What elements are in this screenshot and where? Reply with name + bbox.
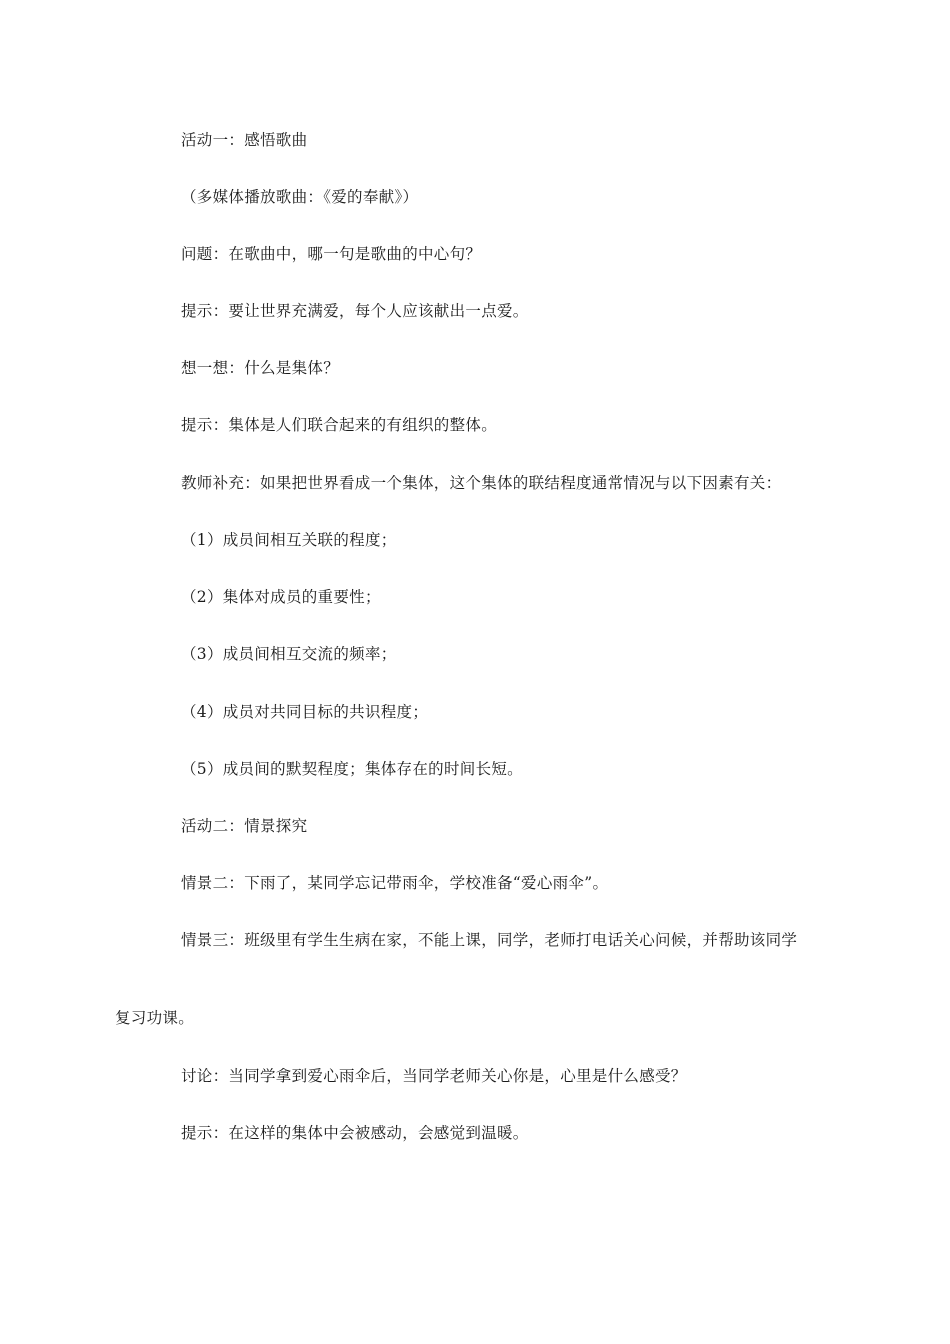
scenario-two: 情景二：下雨了，某同学忘记带雨伞，学校准备“爱心雨伞”。 (181, 874, 609, 892)
hint-warmth: 提示：在这样的集体中会被感动，会感觉到温暖。 (181, 1124, 529, 1142)
factor-item-4: （4）成员对共同目标的共识程度； (181, 703, 429, 721)
activity-one-heading: 活动一：感悟歌曲 (181, 131, 308, 149)
scenario-three-continued: 复习功课。 (115, 1009, 195, 1027)
discussion-question: 讨论：当同学拿到爱心雨伞后，当同学老师关心你是，心里是什么感受？ (181, 1067, 687, 1085)
multimedia-song-note: （多媒体播放歌曲：《爱的奉献》） (181, 188, 419, 206)
factor-item-2: （2）集体对成员的重要性； (181, 588, 381, 606)
think-what-is-collective: 想一想：什么是集体？ (181, 359, 340, 377)
question-central-sentence: 问题：在歌曲中，哪一句是歌曲的中心句？ (181, 245, 482, 263)
scenario-three: 情景三：班级里有学生生病在家，不能上课，同学，老师打电话关心问候，并帮助该同学 (181, 931, 798, 949)
teacher-supplement: 教师补充：如果把世界看成一个集体，这个集体的联结程度通常情况与以下因素有关： (181, 474, 782, 492)
activity-two-heading: 活动二：情景探究 (181, 817, 308, 835)
factor-item-5: （5）成员间的默契程度；集体存在的时间长短。 (181, 760, 523, 778)
hint-love-world: 提示：要让世界充满爱，每个人应该献出一点爱。 (181, 302, 529, 320)
factor-item-1: （1）成员间相互关联的程度； (181, 531, 397, 549)
hint-collective-definition: 提示：集体是人们联合起来的有组织的整体。 (181, 416, 498, 434)
factor-item-3: （3）成员间相互交流的频率； (181, 645, 397, 663)
